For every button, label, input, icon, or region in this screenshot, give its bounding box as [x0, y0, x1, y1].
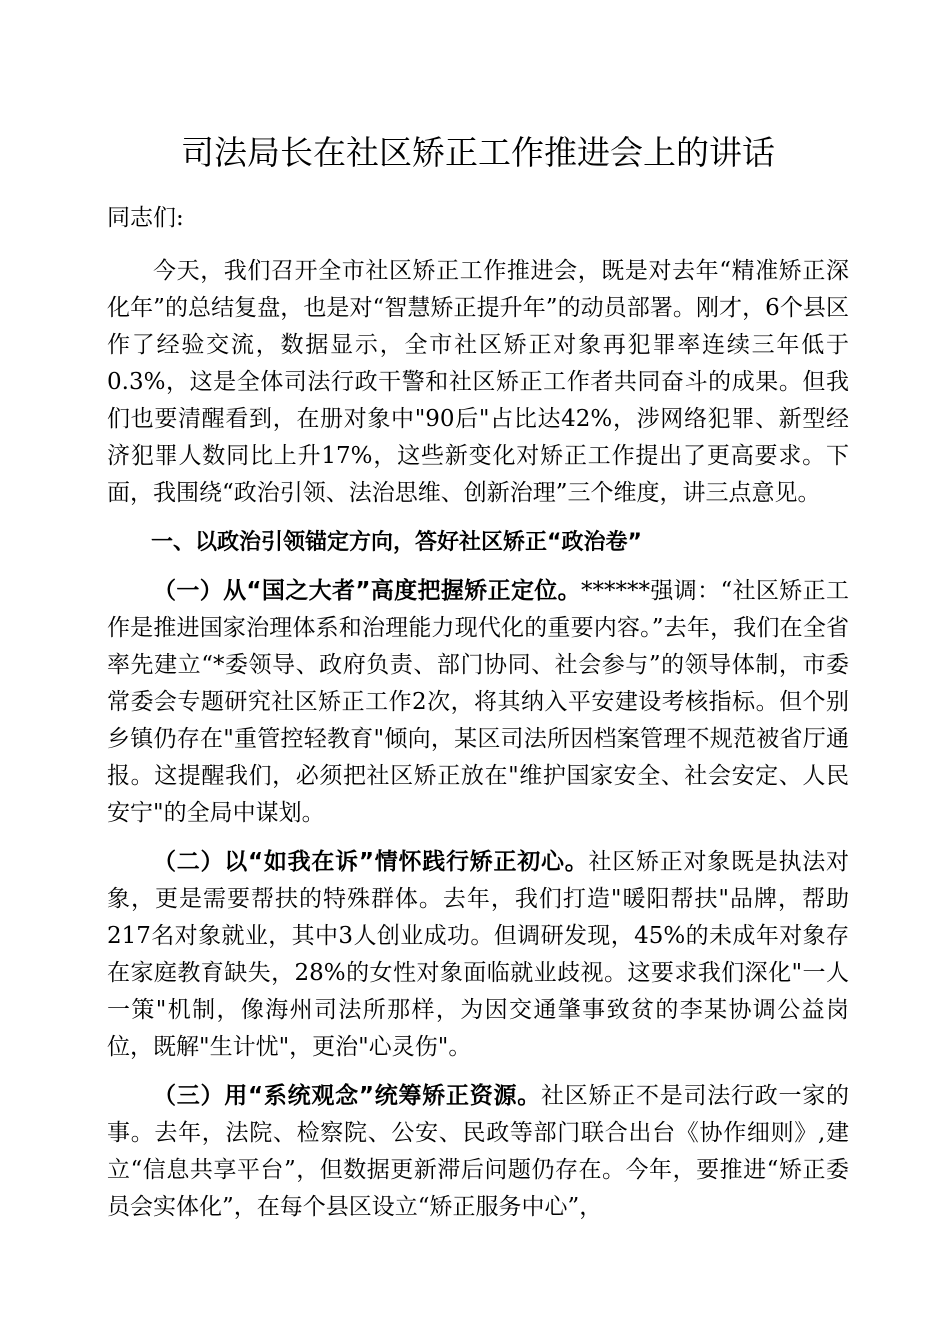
subsection-paragraph-3	[107, 1078, 849, 1226]
intro-paragraph: 今天，我们召开全市社区矫正工作推进会，既是对去年“精准矫正深化年”的总结复盘，也是对“智慧矫正提升年”的动员部署。刚才，6个县区作了经验交流，数据显示，全市社区矫正对象再犯罪率连续三年低于0.3%，这是全体司法行政干警和社区矫正工作者共同奋斗的成果。但我们也要清醒看到，在册对象中"90后"占比达42%，涉网络犯罪、新型经济犯罪人数同比上升17%，这些新变化对矫正工作提出了更高要求。下面，我围绕“政治引领、法治思维、创新治理”三个维度，讲三点意见。	[107, 258, 849, 506]
section-heading-1: 一、以政治引领锚定方向，答好社区矫正“政治卷”	[151, 530, 642, 555]
salutation: 同志们:	[107, 205, 184, 231]
subsection-paragraph-1	[107, 573, 849, 832]
document-page	[107, 128, 849, 1238]
subsection-body-1: ******强调：“社区矫正工作是推进国家治理体系和治理能力现代化的重要内容。”去年，我们在全省率先建立“*委领导、政府负责、部门协同、社会参与”的领导体制，市委常委会专题研究社区矫正工作2次，将其纳入平安建设考核指标。但个别乡镇仍存在"重管控轻教育"倾向，某区司法所因档案管理不规范被省厅通报。这提醒我们，必须把社区矫正放在"维护国家安全、社会安定、人民安宁"的全局中谋划。	[107, 578, 850, 826]
subsection-lead-3: （三）用“系统观念”统筹矫正资源。	[153, 1083, 541, 1109]
subsection-lead-2: （二）以“如我在诉”情怀践行矫正初心。	[153, 849, 589, 875]
subsection-lead-1: （一）从“国之大者”高度把握矫正定位。	[153, 578, 582, 604]
document-title: 司法局长在社区矫正工作推进会上的讲话	[181, 133, 775, 172]
subsection-paragraph-2	[107, 844, 849, 1066]
subsection-body-2: 社区矫正对象既是执法对象，更是需要帮扶的特殊群体。去年，我们打造"暖阳帮扶"品牌，帮助217名对象就业，其中3人创业成功。但调研发现，45%的未成年对象存在家庭教育缺失，28%的女性对象面临就业歧视。这要求我们深化"一人一策"机制，像海州司法所那样，为因交通肇事致贫的李某协调公益岗位，既解"生计忧"，更治"心灵伤"。	[107, 849, 850, 1060]
subsection-body-3: 社区矫正不是司法行政一家的事。去年，法院、检察院、公安、民政等部门联合出台《协作细则》,建立“信息共享平台”，但数据更新滞后问题仍存在。今年，要推进“矫正委员会实体化”，在每个县区设立“矫正服务中心”，	[107, 1083, 850, 1220]
